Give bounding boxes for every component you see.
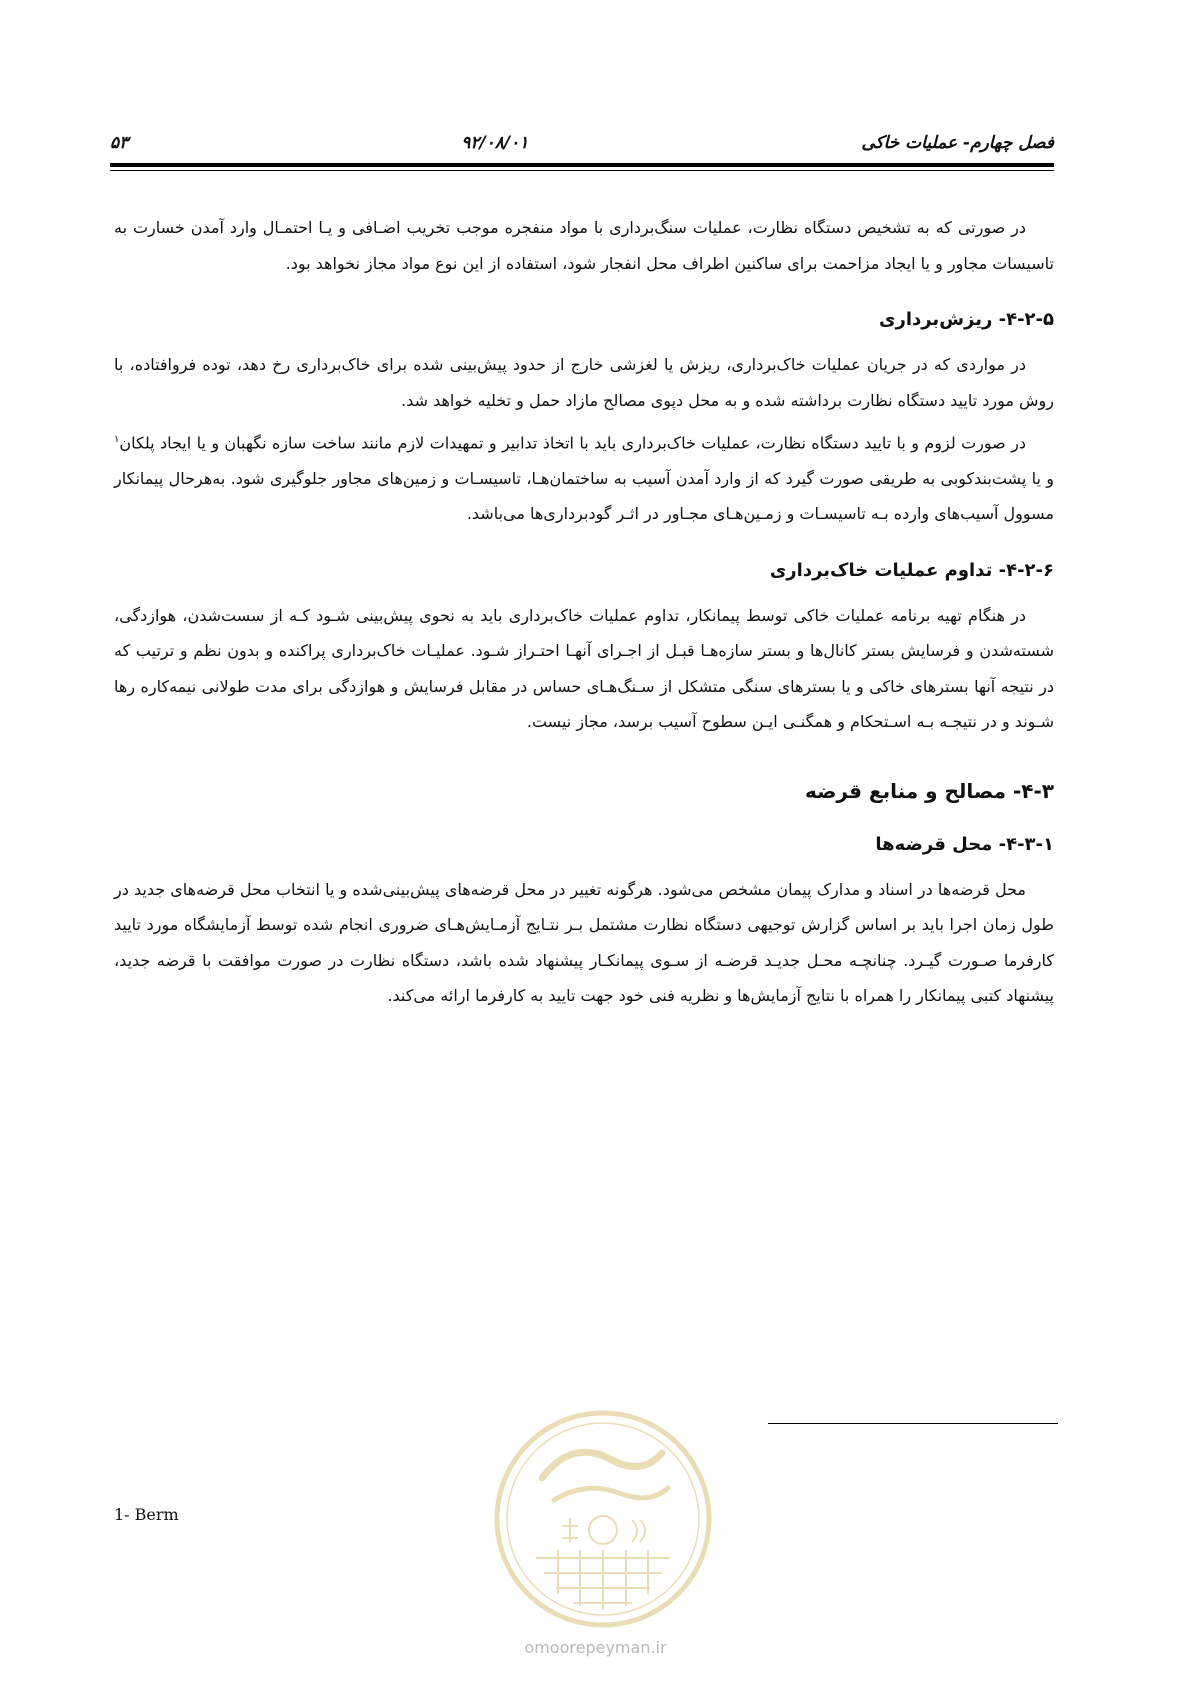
page-number: ۵۳ [110,133,129,153]
paragraph-4-2-5-1: در مواردی که در جریان عملیات خاک‌برداری، ریزش یا لغزشی خارج از حدود پیش‌بینی شده برای خاک‌برداری رخ دهد، توده فروافتاده، با روش مورد تایید دستگاه نظارت برداشته شده و به محل دپوی مصالح مازاد حمل و تخلیه خواهد شد. [114,355,1054,410]
intro-paragraph: در صورتی که به تشخیص دستگاه نظارت، عملیات سنگ‌برداری با مواد منفجره موجب تخریب اضـافی و یـا احتمـال وارد آمدن خسارت به تاسیسات مجاور و یا ایجاد مزاحمت برای ساکنین اطراف محل انفجار شود، استفاده از این نوع مواد مجاز نخواهد بود. [114,218,1054,273]
header-divider-thick [110,163,1054,167]
page-header [110,128,1054,158]
footnote-divider [768,1423,1058,1424]
paragraph-4-2-5-2 [114,422,1054,532]
paragraph-4-2-5-2-part1: در صورت لزوم و با تایید دستگاه نظارت، عملیات خاک‌برداری باید با اتخاذ تدابیر و تمهیدات لازم مانند ساخت سازه نگهبان و یا ایجاد پلکان [119,433,1026,453]
section-heading-4-2-6: ۴-۲-۶- تداوم عملیات خاک‌برداری [769,559,1054,581]
watermark-url: omoorepeyman.ir [524,1638,667,1657]
section-heading-4-3: ۴-۳- مصالح و منابع قرضه [804,778,1054,803]
paragraph-4-2-5-2-part2: و یا پشت‌بندکوبی به طریقی صورت گیرد که از وارد آمدن آسیب به ساختمان‌هـا، تاسیسـات و زمین‌های مجاور جلوگیری شود. به‌هرحال پیمانکار مسوول آسیب‌های وارده بـه تاسیسـات و زمـین‌هـای مجـاور در اثـر گودبرداری‌ها می‌باشد. [114,468,1054,524]
chapter-title: فصل چهارم- عملیات خاکی [861,133,1054,153]
section-heading-4-2-5: ۴-۲-۵- ریزش‌برداری [878,309,1054,330]
header-date: ۹۲/۰۸/۰۱ [461,133,529,153]
section-heading-4-3-1: ۴-۳-۱- محل قرضه‌ها [875,833,1054,855]
footnote-marker[interactable]: ۱ [114,434,120,445]
watermark-seal-logo [492,1408,714,1630]
header-divider-thin [110,170,1054,171]
document-body [114,210,1054,1018]
paragraph-4-3-1-1: محل قرضه‌ها در اسناد و مدارک پیمان مشخص می‌شود. هرگونه تغییر در محل قرضه‌های پیش‌بینی‌شده و یا انتخاب محل قرضه‌های جدید در طول زمان اجرا باید بر اساس گزارش توجیهی دستگاه نظارت مشتمل بـر نتـایج آزمـایش‌هـای ضروری انجام شده توسط آزمایشگاه مورد تایید کارفرما صـورت گیـرد. چنانچـه محـل جدیـد قرضـه از سـوی پیمانکـار پیشنهاد شده باشد، دستگاه نظارت در صورت موافقت با قرضه جدید، پیشنهاد کتبی پیمانکار را همراه با نتایج آزمایش‌ها و نظریه فنی خود جهت تایید به کارفرما ارائه می‌کند. [114,879,1054,1006]
paragraph-4-2-6-1: در هنگام تهیه برنامه عملیات خاکی توسط پیمانکار، تداوم عملیات خاک‌برداری باید به نحوی پیش‌بینی شـود کـه از سست‌شدن، هوازدگی، شسته‌شدن و فرسایش بستر کانال‌ها و بستر سازه‌هـا قبـل از اجـرای آنهـا احتـراز شـود. عملیـات خاک‌برداری پراکنده و بدون نظم و ترتیب که در نتیجه آنها بسترهای خاکی و یا بسترهای سنگی متشکل از سـنگ‌هـای حساس در مقابل فرسایش و هوازدگی برای مدت طولانی نیمه‌کاره رها شـوند و در نتیجـه بـه اسـتحکام و همگنـی ایـن سطوح آسیب برسد، مجاز نیست. [114,605,1054,732]
footnote-text: 1- Berm [114,1505,179,1524]
